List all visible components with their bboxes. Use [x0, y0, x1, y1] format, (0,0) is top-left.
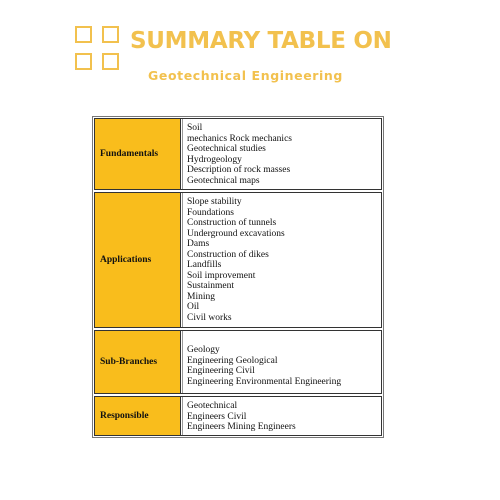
list-item: Soil — [187, 123, 203, 133]
list-item: Construction of tunnels — [187, 218, 277, 228]
page-subtitle: Geotechnical Engineering — [148, 68, 343, 83]
list-item: Engineering Geological — [187, 355, 278, 366]
logo-square — [102, 53, 119, 70]
row-items — [182, 331, 381, 393]
table-row — [94, 118, 382, 190]
row-heading: Applications — [95, 193, 181, 327]
list-item: Engineering Environmental Engineering — [187, 376, 342, 387]
list-item: Landfills — [187, 260, 222, 270]
four-squares-icon — [75, 26, 123, 74]
table-row — [94, 396, 382, 436]
list-item: Foundations — [187, 207, 234, 218]
list-item: Mining — [187, 291, 215, 302]
row-items — [182, 193, 381, 327]
list-item: Construction of dikes — [187, 249, 269, 260]
page-title: SUMMARY TABLE ON — [130, 28, 392, 54]
list-item: Dams — [187, 239, 210, 249]
row-heading: Fundamentals — [95, 119, 181, 189]
list-item: Oil — [187, 302, 200, 312]
list-item: Description of rock masses — [187, 165, 291, 175]
logo-square — [102, 26, 119, 43]
logo-square — [75, 26, 92, 43]
list-item: Slope stability — [187, 197, 242, 207]
summary-table — [92, 116, 384, 438]
row-items — [182, 397, 381, 435]
row-heading: Sub-Branches — [95, 331, 181, 393]
row-heading: Responsible — [95, 397, 181, 435]
list-item: Sustainment — [187, 281, 234, 291]
list-item: Underground excavations — [187, 228, 285, 239]
list-item: Geotechnical maps — [187, 175, 260, 186]
list-item: Engineering Civil — [187, 366, 255, 376]
list-item: Engineers Mining Engineers — [187, 422, 296, 432]
list-item: Engineers Civil — [187, 411, 247, 422]
table-row — [94, 330, 382, 394]
list-item: Geology — [187, 345, 220, 355]
list-item: Geotechnical studies — [187, 144, 266, 154]
list-item: mechanics Rock mechanics — [187, 133, 292, 144]
list-item: Soil improvement — [187, 270, 256, 281]
list-item: Hydrogeology — [187, 154, 242, 165]
table-row — [94, 192, 382, 328]
list-item: Civil works — [187, 312, 232, 323]
list-item: Geotechnical — [187, 401, 238, 411]
logo-square — [75, 53, 92, 70]
row-items — [182, 119, 381, 189]
